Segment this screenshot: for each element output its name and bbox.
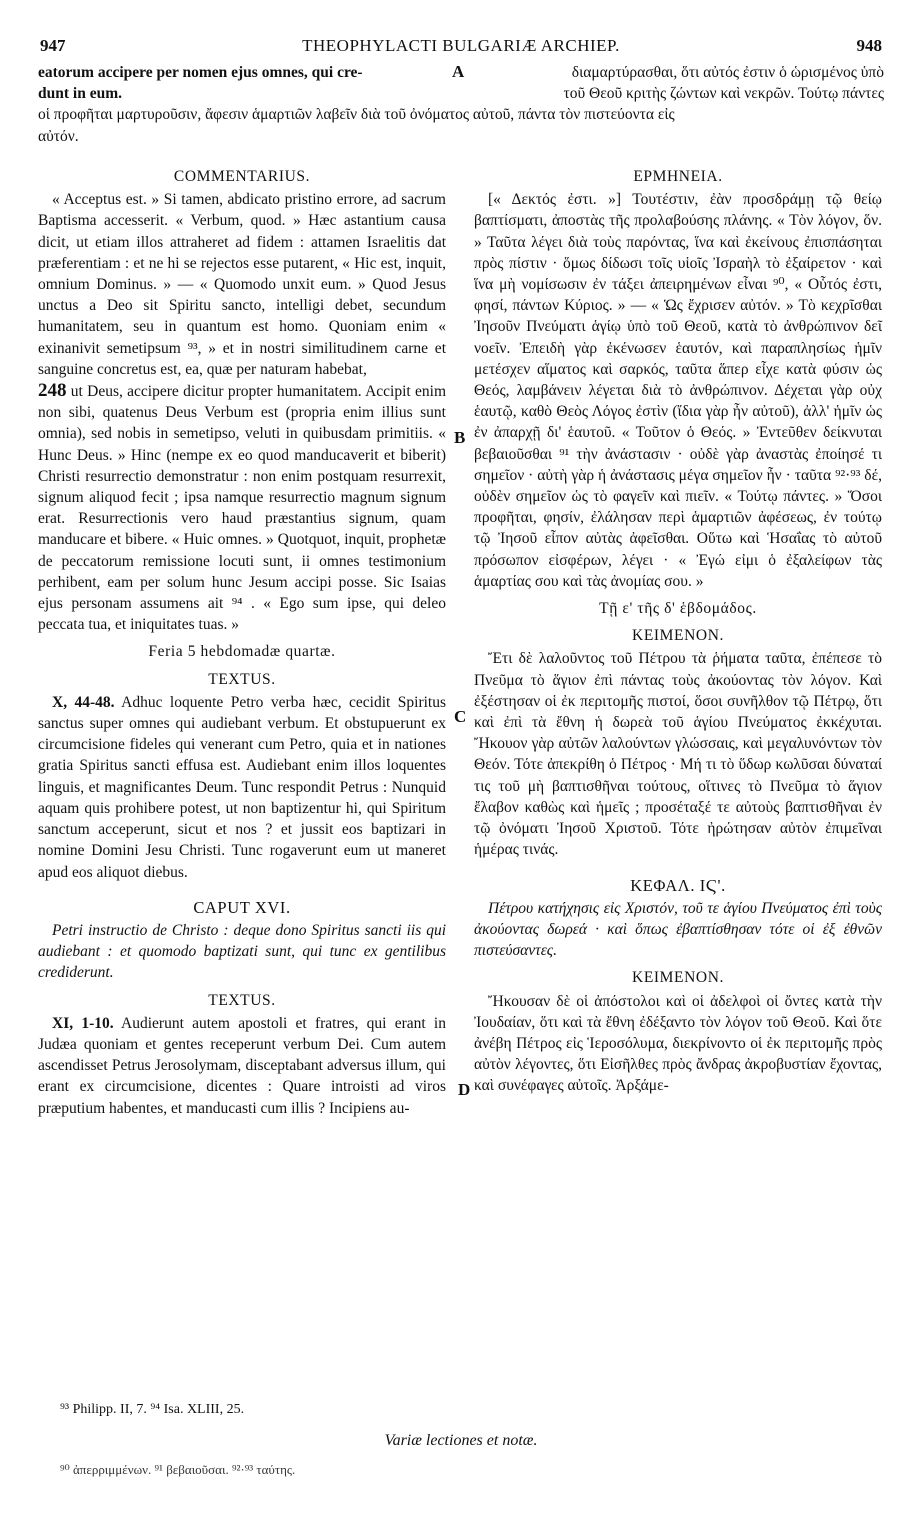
greek-column bbox=[474, 160, 882, 1097]
variae-heading: Variæ lectiones et notæ. bbox=[384, 1432, 538, 1449]
hermeneia-text: [« Δεκτός ἐστι. »] Τουτέστιν, ἐὰν προσδράμῃ τῷ θείῳ βαπτίσματι, ἀποστὰς τῆς προλαβούσης πλάνης. « Τὸν λόγον, ὅν. » Ταῦτα λέγει διὰ τοὺς παρόντας, ἵνα καὶ ἐκείνους ἐπισπάσηται πρὸς πίστιν · ὅμως δίδωσι τοῖς υἱοῖς Ἰσραὴλ τὸ ἐξαίρετον · καὶ ἵνα μὴ νομίσωσιν ἐν τάξει ἀπειρημένων εἶναι ⁹⁰, « Οὗτός ἐστι, φησί, πάντων Κύριος. » — « Ὡς ἔχρισεν αὐτόν. » Τὸ κεχρῖσθαι Ἰησοῦν Πνεύματι ἁγίῳ ὑπὸ τοῦ Θεοῦ, κατὰ τὸ ἀνθρώπινον δεῖ νοεῖν. Ἐπειδὴ γὰρ ἐκένωσεν ἑαυτόν, καὶ παραπλησίως ἡμῖν μετέσχεν αἵματος καὶ σαρκός, ταῦτα ἅπερ εἶχε κατὰ φύσιν ὡς Θεός, λαμβάνειν λέγεται διὰ τὸ ἀνθρώπινον. Δέχεται γὰρ οὐχ ἑαυτῷ, καθὸ Θεὸς Λόγος ἐστὶν (ἴδια γὰρ ἦν αὐτοῦ), ἀλλ' ἡμῖν ὡς ἐν ἀπαρχῇ δι' ἑαυτοῦ. « Τοῦτον ὁ Θεός. » Ἐντεῦθεν δείκνυται βεβαιοῦσθαι ⁹¹ τὴν ἀνάστασιν · οὐδὲ γὰρ ἀναστὰς ἐποίησέ τι σημεῖον · αὐτὴ γὰρ ἡ ἀνάστασις μέγα σημεῖον ἦν · ταῦτα ⁹²·⁹³ δέ, οὐδὲν σημεῖον ὡς τὸ φαγεῖν καὶ πιεῖν. « Τούτῳ πάντες. » Ὅσοι προφῆται, φησίν, ἐλάλησαν περὶ ἁμαρτιῶν ἀφέσεως, ἐν τούτῳ τῷ Ἰησοῦ εἶπον αὐτὰς ἀφεῖσθαι. Οὕτω καὶ Ἡσαΐας τὸ αὐτοῦ πρόσωπον εἰσφέρων, λέγει · « Ἐγώ εἰμι ὁ ἐξαλείφων τὰς ἁμαρτίας σου καὶ τὰς ἀνομίας σου. » bbox=[474, 191, 882, 590]
footnote-references: ⁹³ Philipp. II, 7. ⁹⁴ Isa. XLIII, 25. bbox=[60, 1402, 245, 1417]
top-line1-right: διαμαρτύρασθαι, ὅτι αὐτός ἐστιν ὁ ὡρισμένος ὑπὸ bbox=[571, 64, 884, 81]
top-line3: οἱ προφῆται μαρτυροῦσιν, ἄφεσιν ἁμαρτιῶν λαβεῖν διὰ τοῦ ὀνόματος αὐτοῦ, πάντα τὸν πιστεύοντα εἰς bbox=[38, 106, 675, 124]
feria-greek: Τῇ ε' τῆς δ' ἑβδομάδος. bbox=[599, 600, 757, 618]
textus-paragraph bbox=[38, 692, 446, 883]
commentarius-paragraph-2 bbox=[38, 380, 446, 635]
margin-letter-c: C bbox=[454, 707, 467, 726]
margin-letter-d: D bbox=[458, 1080, 471, 1099]
kephal-summary: Πέτρου κατήχησις εἰς Χριστόν, τοῦ τε ἁγίου Πνεύματος ἐπὶ τοὺς ἀκούοντας δωρεά · καὶ ὅπως ἐβαπτίσθησαν τότε οἱ ἐξ ἐθνῶν πιστεύσαντες. bbox=[474, 899, 882, 960]
caput-summary: Petri instructio de Christo : deque dono Spiritus sancti iis qui audiebant : et quomodo baptizati sunt, qui tunc ex gentilibus crediderunt. bbox=[38, 921, 446, 982]
textus2-text: Audierunt autem apostoli et fratres, qui erant in Judæa quoniam et gentes receperunt verbum Dei. Cum autem ascendisset Petrus Jerosolymam, disceptabant adversus illum, qui erant ex circumcisione, dicentes : Quare introisti ad viros præputium habentes, et manducasti cum illis ? Incipiens au- bbox=[38, 1014, 446, 1117]
textus2-ref: XI, 1-10. bbox=[52, 1014, 114, 1032]
caput-heading: CAPUT XVI. bbox=[193, 897, 291, 917]
top-line2-left: dunt in eum. bbox=[38, 85, 122, 103]
commentarius-paragraph-1: « Acceptus est. » Si tamen, abdicato pristino errore, ad sacrum Baptisma accesserit. « Verbum, quod. » Hæc astantium causa dicit, ut etiam illos attraheret ad fidem : attamen Israelitis dat præferentiam : et ne hi se rejectos esse putarent, « Hic est, inquit, omnium Dominus. » — « Quomodo unxit eum. » Quod Jesus unctus a Deo sit Spiritu sancto, intelligi debet, secundum humanitatem, seu in quantum est homo. Quoniam enim « exinanivit semetipsum ⁹³, » et in nostri similitudinem carne et sanguine concretus est, ea, quæ per naturam habebat, bbox=[38, 191, 446, 378]
keimenon-heading: ΚΕΙΜΕΝΟΝ. bbox=[632, 627, 724, 645]
top-line2-right: τοῦ Θεοῦ κριτὴς ζώντων καὶ νεκρῶν. Τούτῳ πάντες bbox=[563, 85, 884, 103]
top-line4: αὐτόν. bbox=[38, 127, 79, 145]
margin-letter-b: B bbox=[454, 428, 466, 447]
feria-latin: Feria 5 hebdomadæ quartæ. bbox=[148, 643, 336, 661]
left-column-number: 947 bbox=[40, 36, 66, 55]
margin-letter-a: A bbox=[452, 62, 465, 81]
commentarius-paragraph-2-text: ut Deus, accipere dicitur propter humanitatem. Accipit enim non sibi, quatenus Deus Verbum est (propria enim illius sunt omnia), sed nobis in semetipso, veluti in quibusdam primitiis. « Hunc Deus. » Hinc (nempe ex eo quod manducaverit et biberit) Christi resurrectio demonstratur : non enim postquam resurrexit, signum aliquod fecit ; ipsa namque resurrectio magnum signum erat. Resurrectionis vero haud præstantius signum, quam manducare et bibere. « Huic omnes. » Quotquot, inquit, prophetæ de peccatorum remissione locuti sunt, ii omnes testimonium perhibent, eam per solum hunc Jesum accipi posse. Sic Isaias ejus personam assumens ait ⁹⁴ . « Ego sum ipse, qui deleo peccata tua, et iniquitates tuas. » bbox=[38, 383, 446, 634]
keimenon2-text: Ἤκουσαν δὲ οἱ ἀπόστολοι καὶ οἱ ἀδελφοὶ οἱ ὄντες κατὰ τὴν Ἰουδαίαν, ὅτι καὶ τὰ ἔθνη ἐδέξαντο τὸν λόγον τοῦ Θεοῦ. Καὶ ὅτε ἀνέβη Πέτρος εἰς Ἱεροσόλυμα, διεκρίνοντο οἱ ἐκ περιτομῆς πρὸς αὐτὸν λέγοντες, ὅτι Εἰσῆλθες πρὸς ἄνδρας ἀκροβυστίαν ἔχοντας, καὶ συνέφαγες αὐτοῖς. Ἀρξάμε- bbox=[474, 992, 882, 1095]
textus2-heading: TEXTUS. bbox=[208, 991, 276, 1009]
running-header bbox=[40, 36, 882, 58]
running-title: THEOPHYLACTI BULGARIÆ ARCHIEP. bbox=[302, 36, 620, 55]
kephal-heading: ΚΕΦΑΛ. ΙϚ'. bbox=[630, 875, 726, 895]
top-line1-left: eatorum accipere per nomen ejus omnes, qui cre- bbox=[38, 64, 363, 81]
textus-ref: X, 44-48. bbox=[52, 693, 115, 711]
textus-text: Adhuc loquente Petro verba hæc, cecidit Spiritus sanctus super omnes qui audiebant verbum. Et obstupuerunt ex circumcisione fideles qui venerant cum Petro, quia et in nationes gratia Spiritus sancti effusa est. Audiebant enim illos loquentes linguis, et magnificantes Deum. Tunc respondit Petrus : Nunquid aquam quis prohibere potest, ut non baptizentur hi, qui Spiritum sanctum acceperunt, sicut et nos ? et jussit eos baptizari in nomine Domini Jesu Christi. Tunc rogaverunt eum ut maneret apud eos aliquot diebus. bbox=[38, 693, 446, 881]
right-column-number: 948 bbox=[856, 36, 882, 55]
variae-lectiones: ⁹⁰ ἀπερριμμένων. ⁹¹ βεβαιοῦσαι. ⁹²·⁹³ ταύτης. bbox=[60, 1462, 296, 1477]
page-marker: 248 bbox=[38, 380, 67, 402]
textus2-paragraph bbox=[38, 1013, 446, 1119]
commentarius-heading: COMMENTARIUS. bbox=[173, 168, 311, 185]
hermeneia-heading: ΕΡΜΗΝΕΙΑ. bbox=[633, 168, 723, 185]
keimenon-text: Ἔτι δὲ λαλοῦντος τοῦ Πέτρου τὰ ῥήματα ταῦτα, ἐπέπεσε τὸ Πνεῦμα τὸ ἅγιον ἐπὶ πάντας τοὺς ἀκούοντας τὸν λόγον. Καὶ ἐξέστησαν οἱ ἐκ περιτομῆς πιστοί, ὅσοι συνῆλθον τῷ Πέτρῳ, ὅτι καὶ ἐπὶ τὰ ἔθνη ἡ δωρεὰ τοῦ ἁγίου Πνεύματος ἐκκέχυται. Ἤκουον γὰρ αὐτῶν λαλούντων γλώσσαις, καὶ μεγαλυνόντων τὸν Θεόν. Τότε ἀπεκρίθη ὁ Πέτρος · Μή τι τὸ ὕδωρ κωλῦσαι δύναταί τις τοῦ μὴ βαπτισθῆναι τούτους, οἵτινες τὸ Πνεῦμα τὸ ἅγιον ἔλαβον καθὼς καὶ ἡμεῖς ; προσέταξέ τε αὐτοὺς βαπτισθῆναι ἐν τῷ ὀνόματι Ἰησοῦ Χριστοῦ. Τότε ἠρώτησαν αὐτὸν ἐπιμεῖναι ἡμέρας τινάς. bbox=[474, 650, 882, 859]
top-text bbox=[38, 62, 884, 147]
textus-heading: TEXTUS. bbox=[208, 670, 276, 688]
latin-column bbox=[38, 160, 446, 1119]
keimenon2-heading: ΚΕΙΜΕΝΟΝ. bbox=[632, 969, 724, 987]
